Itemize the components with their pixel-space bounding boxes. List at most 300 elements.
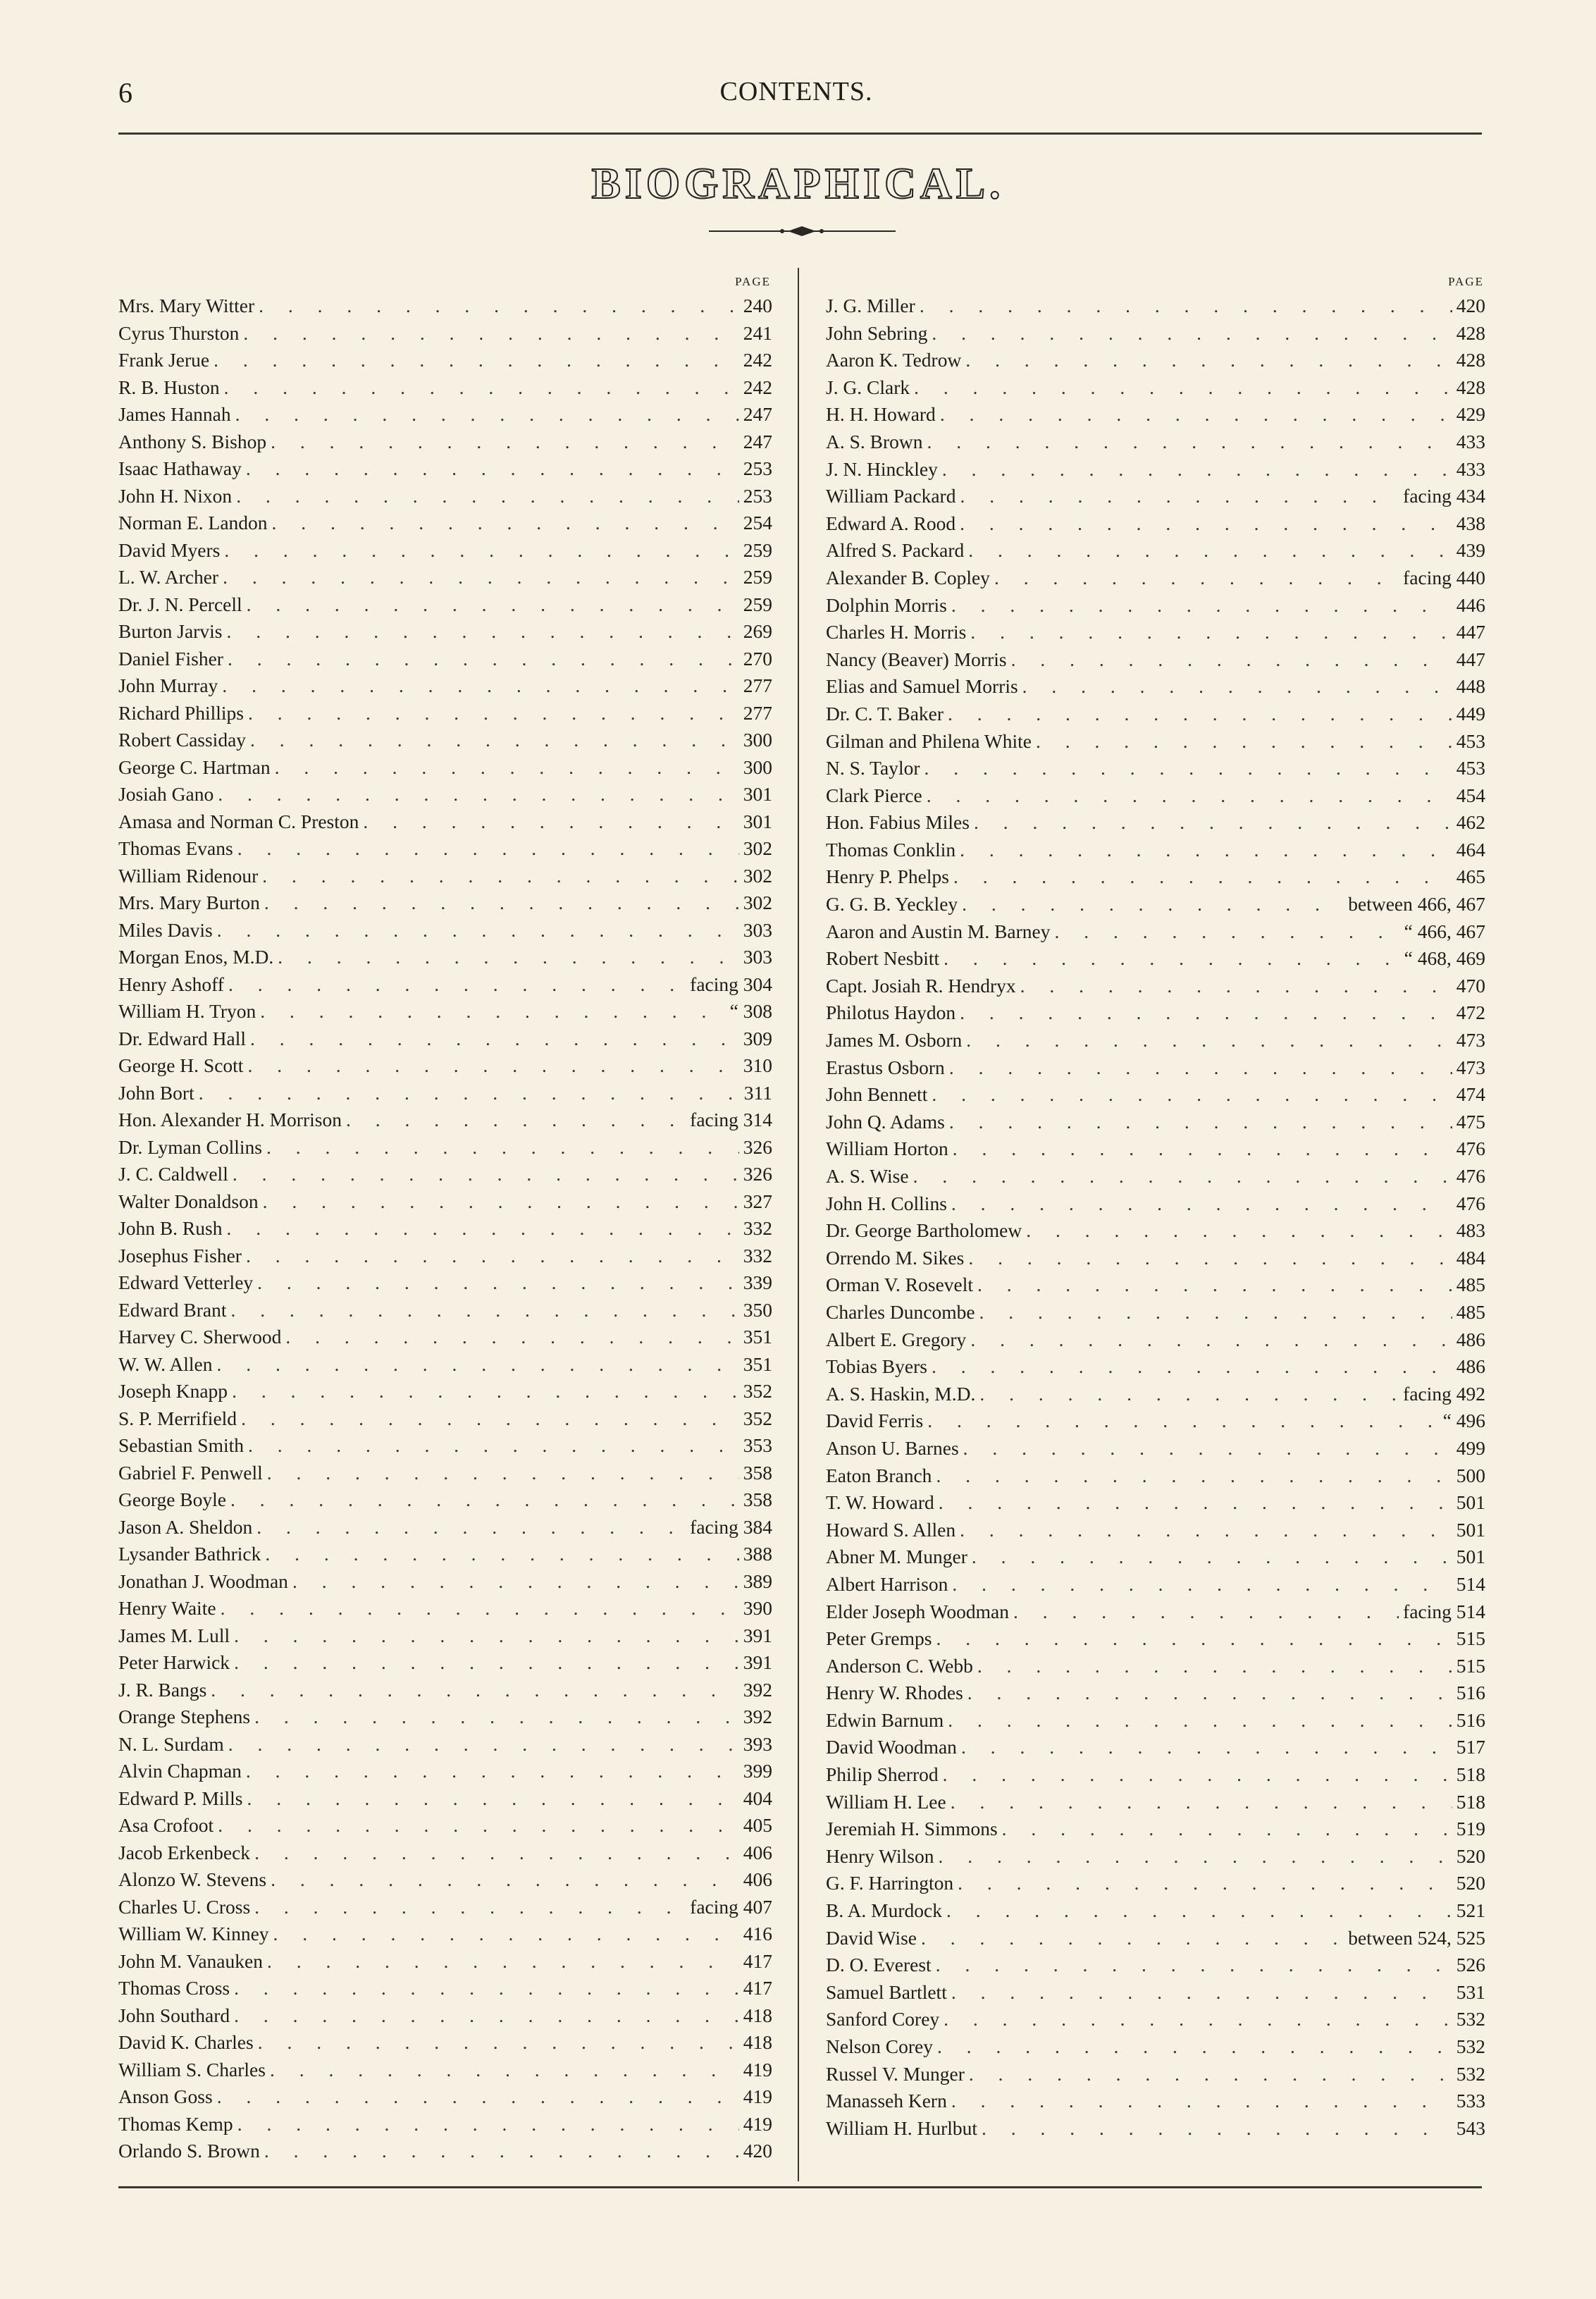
toc-entry xyxy=(118,1486,775,1514)
entry-name: Russel V. Munger xyxy=(826,2062,965,2085)
dot-leader xyxy=(937,2033,1452,2061)
dot-leader xyxy=(970,619,1452,646)
entry-name: John Q. Adams xyxy=(826,1110,945,1133)
dot-leader xyxy=(243,320,738,347)
toc-entry xyxy=(826,1653,1488,1680)
toc-entry xyxy=(118,1080,775,1107)
dot-leader xyxy=(951,1979,1452,2007)
entry-page: 419 xyxy=(743,2058,772,2081)
entry-name: Orrendo M. Sikes xyxy=(826,1246,965,1269)
dot-leader xyxy=(233,1161,739,1188)
entry-name: Norman E. Landon xyxy=(118,512,268,534)
entry-name: Orman V. Rosevelt xyxy=(826,1274,974,1296)
entry-name: William H. Hurlbut xyxy=(826,2116,978,2139)
toc-entry xyxy=(826,537,1488,565)
entry-page: 515 xyxy=(1456,1654,1485,1677)
ornament-divider xyxy=(709,224,896,238)
toc-entry xyxy=(826,945,1488,973)
toc-entry xyxy=(118,835,775,863)
toc-entry xyxy=(826,565,1488,592)
dot-leader xyxy=(273,1921,739,1948)
toc-entry xyxy=(118,1405,775,1433)
entry-name: J. C. Caldwell xyxy=(118,1163,228,1185)
dot-leader xyxy=(1013,1598,1399,1626)
toc-entry xyxy=(826,1979,1488,2007)
entry-page: 501 xyxy=(1456,1546,1485,1568)
toc-entry xyxy=(118,1134,775,1161)
entry-page: 533 xyxy=(1456,2090,1485,2112)
toc-entry xyxy=(118,1107,775,1134)
entry-page: 253 xyxy=(743,457,772,479)
entry-name: William H. Lee xyxy=(826,1790,946,1813)
entry-page: 476 xyxy=(1456,1138,1485,1160)
dot-leader xyxy=(932,320,1452,347)
entry-page: 518 xyxy=(1456,1763,1485,1786)
dot-leader xyxy=(234,1649,739,1677)
entry-name: Edward P. Mills xyxy=(118,1787,243,1809)
entry-page: 543 xyxy=(1456,2116,1485,2139)
toc-entry xyxy=(826,863,1488,891)
entry-name: Albert E. Gregory xyxy=(826,1328,967,1350)
entry-page: 259 xyxy=(743,593,772,615)
toc-entry xyxy=(826,1679,1488,1707)
entry-name: Morgan Enos, M.D. xyxy=(118,946,274,968)
entry-name: Anson U. Barnes xyxy=(826,1436,959,1459)
entry-name: Dr. C. T. Baker xyxy=(826,702,944,725)
dot-leader xyxy=(254,1894,686,1921)
entry-name: Frank Jerue xyxy=(118,349,210,371)
dot-leader xyxy=(968,537,1452,565)
toc-entry xyxy=(826,1789,1488,1816)
entry-page: 326 xyxy=(743,1163,772,1185)
entry-page: 515 xyxy=(1456,1627,1485,1650)
entry-name: John Murray xyxy=(118,674,218,696)
dot-leader xyxy=(263,1188,739,1216)
toc-entry xyxy=(118,781,775,808)
entry-page: 520 xyxy=(1456,1872,1485,1894)
toc-entry xyxy=(118,564,775,591)
toc-entry xyxy=(826,292,1488,320)
entry-name: Peter Gremps xyxy=(826,1627,932,1650)
entry-page: 300 xyxy=(743,756,772,778)
entry-name: William Packard xyxy=(826,485,956,507)
dot-leader xyxy=(927,429,1452,456)
entry-name: Nelson Corey xyxy=(826,2035,933,2057)
toc-entry xyxy=(118,1839,775,1867)
entry-name: James Hannah xyxy=(118,403,231,425)
toc-entry xyxy=(826,1462,1488,1490)
entry-name: Charles Duncombe xyxy=(826,1300,975,1323)
entry-name: Erastus Osborn xyxy=(826,1056,945,1078)
page-label: PAGE xyxy=(735,275,771,288)
dot-leader xyxy=(231,1297,739,1324)
entry-name: Nancy (Beaver) Morris xyxy=(826,648,1007,670)
dot-leader xyxy=(248,700,739,727)
dot-leader xyxy=(235,401,739,429)
entry-page: 242 xyxy=(743,376,772,398)
toc-entry xyxy=(118,1595,775,1622)
toc-entry xyxy=(826,2061,1488,2088)
entry-page: 339 xyxy=(743,1271,772,1293)
entry-name: Dr. J. N. Percell xyxy=(118,593,242,615)
toc-entry xyxy=(826,2006,1488,2033)
entry-page: 352 xyxy=(743,1380,772,1402)
entry-name: W. W. Allen xyxy=(118,1352,213,1375)
entry-page: 520 xyxy=(1456,1844,1485,1867)
dot-leader xyxy=(246,1243,739,1270)
entry-page: 358 xyxy=(743,1461,772,1484)
dot-leader xyxy=(226,1215,738,1243)
entry-page: 353 xyxy=(743,1434,772,1456)
entry-name: Gabriel F. Penwell xyxy=(118,1461,263,1484)
toc-entry xyxy=(826,1381,1488,1408)
entry-page: 417 xyxy=(743,1977,772,1999)
entry-name: Josiah Gano xyxy=(118,783,214,805)
toc-entry xyxy=(118,2111,775,2138)
toc-entry xyxy=(118,1432,775,1460)
toc-entry xyxy=(826,1952,1488,1979)
dot-leader xyxy=(226,618,738,646)
dot-leader xyxy=(234,1975,739,2002)
entry-name: Anthony S. Bishop xyxy=(118,430,267,452)
entry-name: Robert Nesbitt xyxy=(826,947,940,970)
dot-leader xyxy=(962,891,1344,918)
toc-entry xyxy=(118,808,775,836)
toc-entry xyxy=(118,483,775,510)
entry-name: William H. Tryon xyxy=(118,1000,256,1022)
toc-entry xyxy=(118,672,775,700)
toc-entry xyxy=(118,2002,775,2030)
entry-name: Edward Brant xyxy=(118,1298,227,1321)
page-header xyxy=(113,76,1480,118)
dot-leader xyxy=(248,1432,739,1460)
entry-page: 465 xyxy=(1456,865,1485,888)
dot-leader xyxy=(1055,918,1400,946)
entry-page: 433 xyxy=(1456,430,1485,452)
dot-leader xyxy=(241,1405,739,1433)
entry-page: “ 466, 467 xyxy=(1404,920,1485,942)
dot-leader xyxy=(960,483,1399,510)
toc-entry xyxy=(826,1543,1488,1571)
toc-entry xyxy=(826,1571,1488,1598)
toc-entry xyxy=(826,1163,1488,1190)
entry-page: 462 xyxy=(1456,811,1485,834)
entry-name: Dr. George Bartholomew xyxy=(826,1219,1022,1242)
entry-name: T. W. Howard xyxy=(826,1491,934,1514)
entry-name: Hon. Fabius Miles xyxy=(826,811,970,834)
toc-entry xyxy=(118,1351,775,1379)
toc-entry xyxy=(118,1215,775,1243)
entry-page: 484 xyxy=(1456,1246,1485,1269)
dot-leader xyxy=(271,429,739,456)
dot-leader xyxy=(942,456,1452,483)
dot-leader xyxy=(223,564,739,591)
dot-leader xyxy=(953,863,1452,891)
dot-leader xyxy=(936,1462,1452,1490)
toc-entry xyxy=(826,1598,1488,1626)
dot-leader xyxy=(232,1378,739,1405)
entry-page: between 466, 467 xyxy=(1348,893,1485,916)
toc-entry xyxy=(826,1843,1488,1870)
entry-name: George H. Scott xyxy=(118,1054,244,1076)
toc-entry xyxy=(826,1489,1488,1517)
entry-name: Edwin Barnum xyxy=(826,1708,944,1731)
toc-entry xyxy=(118,1297,775,1324)
entry-page: 309 xyxy=(743,1027,772,1049)
entry-page: 390 xyxy=(743,1597,772,1619)
entry-page: 300 xyxy=(743,729,772,751)
entry-page: 486 xyxy=(1456,1355,1485,1378)
entry-page: 277 xyxy=(743,701,772,724)
entry-name: J. G. Clark xyxy=(826,376,910,398)
dot-leader xyxy=(913,1163,1452,1190)
toc-entry xyxy=(118,292,775,320)
entry-page: 475 xyxy=(1456,1110,1485,1133)
dot-leader xyxy=(266,1134,739,1161)
dot-leader xyxy=(939,1489,1452,1517)
entry-page: 501 xyxy=(1456,1491,1485,1514)
entry-page: 448 xyxy=(1456,675,1485,698)
entry-page: 429 xyxy=(1456,403,1485,426)
entry-name: Mrs. Mary Burton xyxy=(118,892,260,913)
entry-page: 416 xyxy=(743,1923,772,1944)
dot-leader xyxy=(982,2115,1452,2143)
toc-entry xyxy=(826,347,1488,374)
entry-page: 302 xyxy=(743,892,772,913)
entry-name: Sanford Corey xyxy=(826,2008,940,2030)
entry-page: 454 xyxy=(1456,784,1485,806)
entry-page: 301 xyxy=(743,783,772,805)
entry-page: 259 xyxy=(743,566,772,588)
dot-leader xyxy=(927,1407,1438,1435)
entry-page: 499 xyxy=(1456,1436,1485,1459)
entry-name: Dr. Lyman Collins xyxy=(118,1135,262,1158)
entry-name: Lysander Bathrick xyxy=(118,1543,261,1565)
entry-page: facing 384 xyxy=(690,1515,772,1538)
entry-page: 453 xyxy=(1456,757,1485,779)
entry-page: 302 xyxy=(743,837,772,859)
entry-page: 532 xyxy=(1456,2035,1485,2057)
toc-entry xyxy=(118,1514,775,1541)
entry-page: 332 xyxy=(743,1244,772,1266)
toc-entry xyxy=(826,891,1488,918)
entry-page: 532 xyxy=(1456,2008,1485,2030)
entry-name: John H. Nixon xyxy=(118,484,233,507)
dot-leader xyxy=(944,2006,1452,2033)
entry-name: George Boyle xyxy=(118,1489,226,1510)
dot-leader xyxy=(977,1271,1452,1299)
entry-name: Dr. Edward Hall xyxy=(118,1027,246,1049)
entry-page: 470 xyxy=(1456,974,1485,997)
toc-entry xyxy=(118,1324,775,1351)
toc-entry xyxy=(118,2057,775,2084)
entry-name: George C. Hartman xyxy=(118,756,271,778)
entry-page: 433 xyxy=(1456,457,1485,480)
entry-name: Alvin Chapman xyxy=(118,1760,242,1782)
dot-leader xyxy=(951,2088,1452,2115)
dot-leader xyxy=(267,1460,739,1487)
dot-leader xyxy=(961,1734,1452,1761)
toc-entry xyxy=(826,701,1488,728)
toc-entry xyxy=(826,809,1488,837)
entry-name: Howard S. Allen xyxy=(826,1518,956,1541)
dot-leader xyxy=(250,1025,739,1053)
entry-page: 476 xyxy=(1456,1192,1485,1214)
entry-page: 406 xyxy=(743,1868,772,1890)
dot-leader xyxy=(217,917,739,944)
entry-name: Anderson C. Webb xyxy=(826,1654,973,1677)
dot-leader xyxy=(940,401,1452,429)
dot-leader xyxy=(259,292,739,320)
toc-entry xyxy=(826,1027,1488,1054)
entry-page: facing 314 xyxy=(690,1109,772,1130)
entry-page: 420 xyxy=(1456,295,1485,316)
dot-leader xyxy=(211,1677,738,1704)
entry-page: 485 xyxy=(1456,1274,1485,1296)
toc-entry xyxy=(826,1190,1488,1218)
entry-page: 350 xyxy=(743,1298,772,1321)
toc-entry xyxy=(118,1161,775,1188)
toc-entry xyxy=(118,1677,775,1704)
entry-page: “ 308 xyxy=(729,1000,772,1022)
dot-leader xyxy=(960,1517,1452,1544)
entry-page: 277 xyxy=(743,674,772,696)
toc-entry xyxy=(826,1707,1488,1734)
toc-entry xyxy=(118,2083,775,2111)
toc-entry xyxy=(118,537,775,565)
dot-leader xyxy=(218,781,739,808)
entry-page: between 524, 525 xyxy=(1348,1926,1485,1949)
entry-name: Alonzo W. Stevens xyxy=(118,1868,267,1890)
entry-name: David Wise xyxy=(826,1926,917,1949)
toc-entry xyxy=(826,1353,1488,1381)
dot-leader xyxy=(951,592,1452,620)
entry-page: 303 xyxy=(743,918,772,941)
entry-name: Harvey C. Sherwood xyxy=(118,1326,282,1348)
entry-name: R. B. Huston xyxy=(118,376,220,398)
entry-name: Joseph Knapp xyxy=(118,1380,228,1402)
entry-page: 259 xyxy=(743,538,772,561)
toc-entry xyxy=(118,971,775,999)
toc-entry xyxy=(118,2029,775,2057)
toc-entry xyxy=(118,1243,775,1270)
dot-leader xyxy=(969,2061,1452,2088)
toc-entry xyxy=(826,483,1488,510)
entry-name: Peter Harwick xyxy=(118,1651,230,1673)
toc-entry xyxy=(118,1188,775,1216)
dot-leader xyxy=(224,374,739,402)
entry-name: Philip Sherrod xyxy=(826,1763,939,1786)
entry-page: 388 xyxy=(743,1543,772,1565)
toc-entry xyxy=(118,1758,775,1785)
entry-page: 326 xyxy=(743,1135,772,1158)
entry-name: Abner M. Munger xyxy=(826,1546,967,1568)
dot-leader xyxy=(968,1245,1452,1272)
toc-entry xyxy=(118,1622,775,1650)
entry-name: S. P. Merrifield xyxy=(118,1407,237,1429)
entry-page: 449 xyxy=(1456,702,1485,725)
entry-name: John Bort xyxy=(118,1081,194,1104)
toc-entry xyxy=(118,889,775,917)
dot-leader xyxy=(278,944,738,971)
entry-name: B. A. Murdock xyxy=(826,1899,942,1922)
entry-page: facing 304 xyxy=(690,973,772,995)
dot-leader xyxy=(271,1866,739,1894)
toc-entry xyxy=(826,1925,1488,1952)
entry-page: 473 xyxy=(1456,1029,1485,1052)
toc-entry xyxy=(118,510,775,537)
entry-name: Josephus Fisher xyxy=(118,1244,242,1266)
toc-entry xyxy=(118,1703,775,1731)
entry-name: John M. Vanauken xyxy=(118,1949,263,1972)
toc-entry xyxy=(826,510,1488,538)
entry-page: 332 xyxy=(743,1217,772,1239)
toc-entry xyxy=(826,1299,1488,1326)
dot-leader xyxy=(921,1925,1344,1952)
dot-leader xyxy=(953,1135,1452,1163)
dot-leader xyxy=(228,646,739,673)
entry-name: N. S. Taylor xyxy=(826,757,920,779)
dot-leader xyxy=(228,1731,739,1758)
entry-page: facing 440 xyxy=(1403,566,1485,588)
entry-page: 269 xyxy=(743,620,772,642)
dot-leader xyxy=(943,1761,1452,1789)
entry-page: 526 xyxy=(1456,1954,1485,1976)
toc-entry xyxy=(826,918,1488,946)
entry-page: 302 xyxy=(743,864,772,887)
toc-entry xyxy=(118,1894,775,1921)
toc-entry xyxy=(826,1135,1488,1163)
dot-leader xyxy=(258,2029,739,2057)
entry-page: 393 xyxy=(743,1732,772,1755)
dot-leader xyxy=(1002,1816,1452,1843)
toc-entry xyxy=(118,320,775,347)
entry-name: Eaton Branch xyxy=(826,1464,932,1486)
entry-page: 518 xyxy=(1456,1790,1485,1813)
entry-page: 327 xyxy=(743,1190,772,1212)
entry-page: 472 xyxy=(1456,1001,1485,1024)
entry-name: Albert Harrison xyxy=(826,1572,948,1595)
toc-entry xyxy=(118,1785,775,1813)
toc-entry xyxy=(826,837,1488,864)
entry-name: Charles U. Cross xyxy=(118,1895,251,1918)
dot-leader xyxy=(230,1486,739,1514)
dot-leader xyxy=(222,672,738,700)
toc-entry xyxy=(826,1816,1488,1843)
toc-entry xyxy=(826,456,1488,483)
entry-name: G. G. B. Yeckley xyxy=(826,893,958,916)
entry-name: L. W. Archer xyxy=(118,566,219,588)
entry-name: Edward Vetterley xyxy=(118,1271,254,1293)
entry-name: A. S. Brown xyxy=(826,430,923,452)
toc-entry xyxy=(826,1326,1488,1354)
entry-name: Clark Pierce xyxy=(826,784,922,806)
toc-entry xyxy=(826,1054,1488,1082)
toc-entry xyxy=(118,1812,775,1839)
entry-name: Elias and Samuel Morris xyxy=(826,675,1018,698)
toc-entry xyxy=(118,1541,775,1568)
dot-leader xyxy=(260,998,725,1025)
entry-name: Thomas Kemp xyxy=(118,2112,233,2135)
entry-name: David Myers xyxy=(118,538,221,561)
dot-leader xyxy=(254,1839,739,1867)
entry-page: 514 xyxy=(1456,1572,1485,1595)
entry-name: Jacob Erkenbeck xyxy=(118,1841,251,1863)
dot-leader xyxy=(250,727,739,754)
entry-page: 521 xyxy=(1456,1899,1485,1922)
toc-entry xyxy=(826,1271,1488,1299)
entry-page: 351 xyxy=(743,1326,772,1348)
